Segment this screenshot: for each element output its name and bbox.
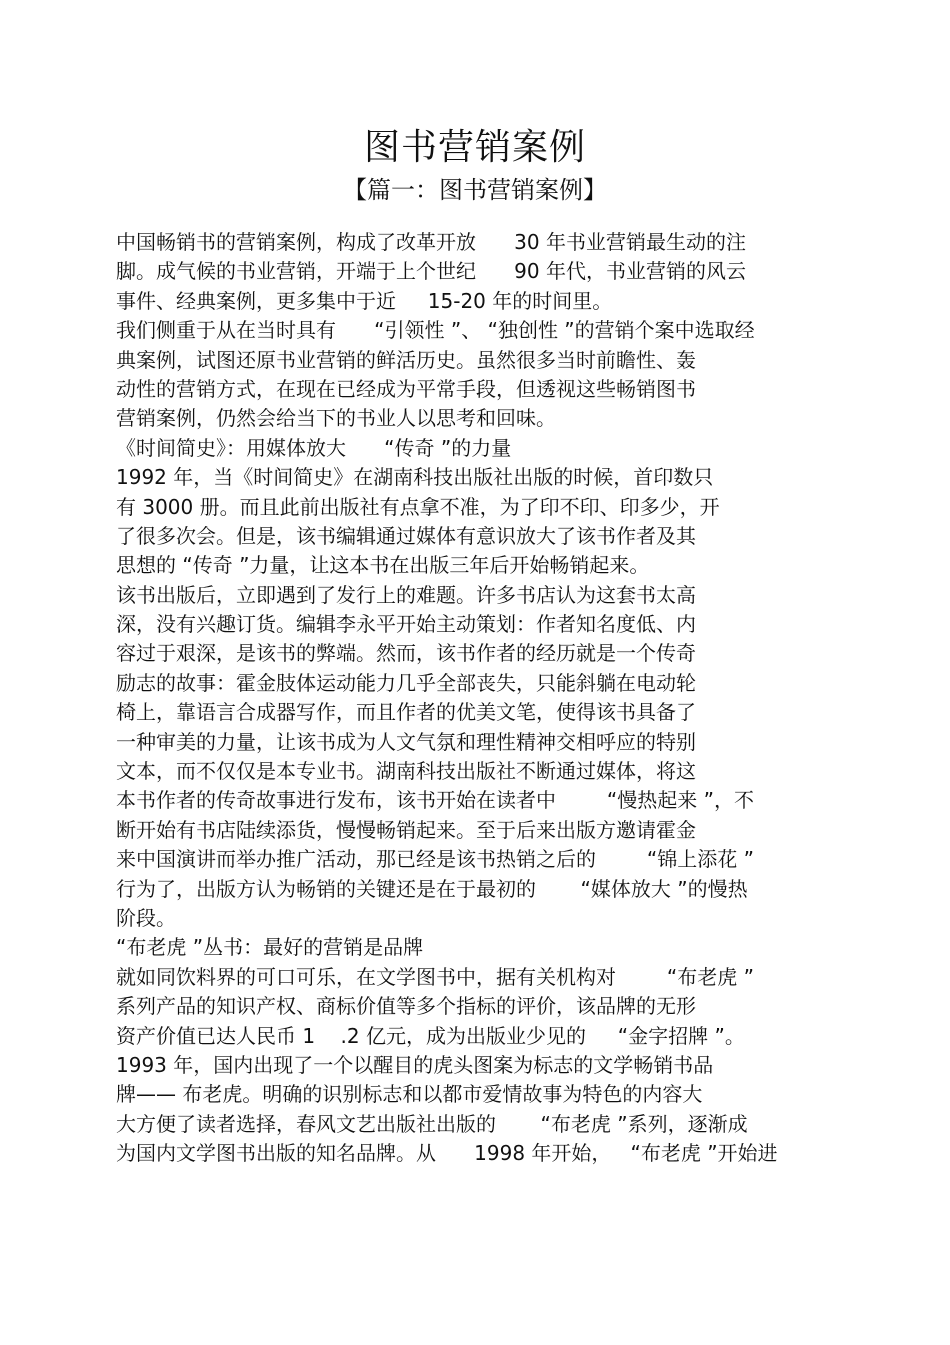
body-text-line: 一种审美的力量，让该书成为人文气氛和理性精神交相呼应的特别: [116, 729, 696, 754]
body-text-line: 断开始有书店陆续添货，慢慢畅销起来。至于后来出版方邀请霍金: [116, 817, 696, 842]
body-text-line: 营销案例，仍然会给当下的书业人以思考和回味。: [116, 406, 556, 431]
body-text-line: 1992 年，当《时间简史》在湖南科技出版社出版的时候，首印数只: [116, 465, 714, 490]
body-text-line: 该书出版后，立即遇到了发行上的难题。许多书店认为这套书太高: [116, 582, 696, 607]
body-text-line: 我们侧重于从在当时具有 “引领性 ”、 “独创性 ”的营销个案中选取经: [116, 318, 755, 343]
body-text-line: 牌—— 布老虎。明确的识别标志和以都市爱情故事为特色的内容大: [116, 1082, 703, 1107]
body-text-line: 就如同饮料界的可口可乐，在文学图书中，据有关机构对 “布老虎 ”: [116, 964, 754, 989]
body-text-line: 为国内文学图书出版的知名品牌。从 1998 年开始， “布老虎 ”开始进: [116, 1141, 778, 1166]
body-text-line: 资产价值已达人民币 1 .2 亿元，成为出版业少见的 “金字招牌 ”。: [116, 1023, 745, 1048]
body-text-line: 深，没有兴趣订货。编辑李永平开始主动策划：作者知名度低、内: [116, 612, 696, 637]
body-text-line: “布老虎 ”丛书：最好的营销是品牌: [116, 935, 424, 960]
body-text-line: 脚。成气候的书业营销，开端于上个世纪 90 年代，书业营销的风云: [116, 259, 746, 284]
body-text-line: 行为了，出版方认为畅销的关键还是在于最初的 “媒体放大 ”的慢热: [116, 876, 748, 901]
body-text-line: 椅上，靠语言合成器写作，而且作者的优美文笔，使得该书具备了: [116, 700, 696, 725]
body-text-line: 了很多次会。但是，该书编辑通过媒体有意识放大了该书作者及其: [116, 523, 696, 548]
body-text-line: 容过于艰深，是该书的弊端。然而，该书作者的经历就是一个传奇: [116, 641, 696, 666]
body-text-line: 文本，而不仅仅是本专业书。湖南科技出版社不断通过媒体，将这: [116, 759, 696, 784]
body-text-line: 有 3000 册。而且此前出版社有点拿不准，为了印不印、印多少，开: [116, 494, 720, 519]
body-text-line: 来中国演讲而举办推广活动，那已经是该书热销之后的 “锦上添花 ”: [116, 847, 754, 872]
body-text-line: 中国畅销书的营销案例，构成了改革开放 30 年书业营销最生动的注: [116, 230, 746, 254]
body-text-line: 《时间简史》：用媒体放大 “传奇 ”的力量: [116, 435, 512, 460]
body-text-line: 典案例，试图还原书业营销的鲜活历史。虽然很多当时前瞻性、轰: [116, 347, 696, 372]
document-body: [116, 228, 836, 1169]
body-text-line: 系列产品的知识产权、商标价值等多个指标的评价，该品牌的无形: [116, 994, 696, 1019]
body-text-line: 阶段。: [116, 905, 176, 930]
body-text-line: 本书作者的传奇故事进行发布，该书开始在读者中 “慢热起来 ”，不: [116, 788, 754, 813]
body-text-line: 1993 年，国内出现了一个以醒目的虎头图案为标志的文学畅销书品: [116, 1052, 714, 1077]
document-title: 图书营销案例: [363, 127, 586, 168]
document-subtitle: 【篇一：图书营销案例】: [343, 176, 607, 204]
body-text-line: 思想的 “传奇 ”力量，让这本书在出版三年后开始畅销起来。: [116, 553, 650, 578]
body-text-line: 事件、经典案例，更多集中于近 15-20 年的时间里。: [116, 288, 613, 313]
body-text-line: 大方便了读者选择，春风文艺出版社出版的 “布老虎 ”系列，逐渐成: [116, 1111, 748, 1136]
body-text-line: 励志的故事：霍金肢体运动能力几乎全部丧失，只能斜躺在电动轮: [116, 670, 696, 695]
body-text-line: 动性的营销方式，在现在已经成为平常手段，但透视这些畅销图书: [116, 376, 696, 401]
